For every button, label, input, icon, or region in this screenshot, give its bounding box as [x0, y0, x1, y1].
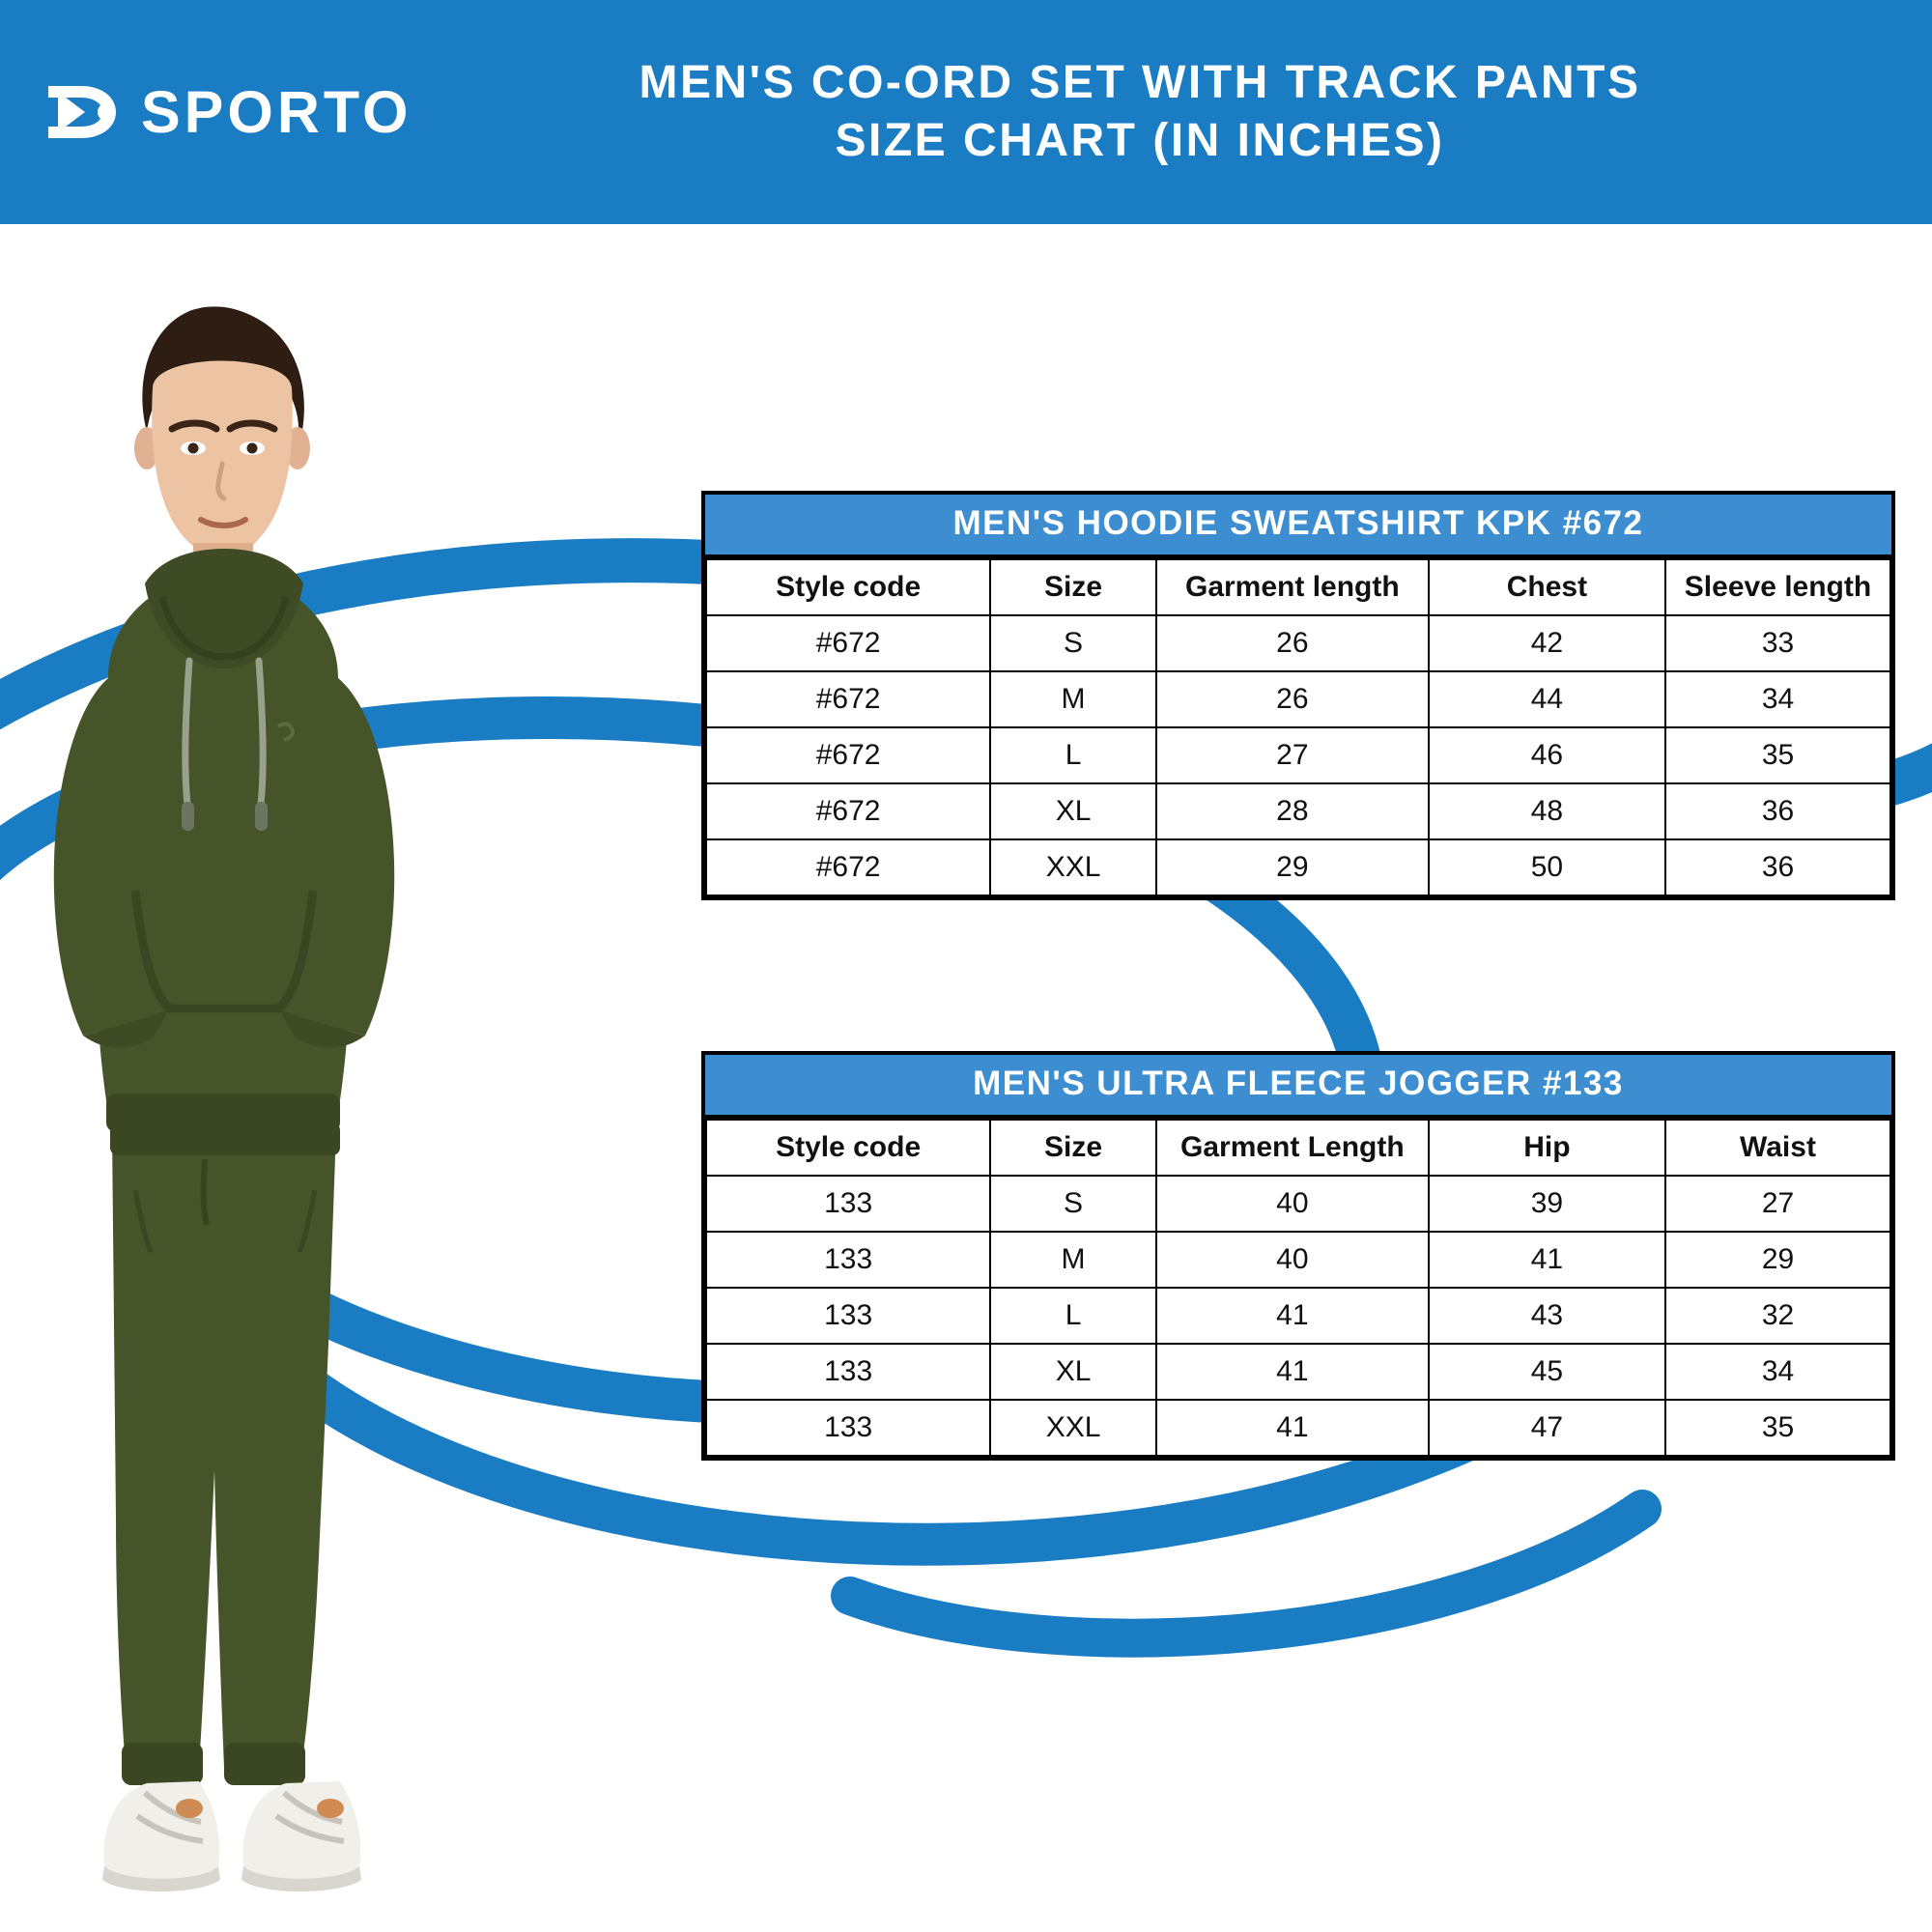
cell-size: M: [990, 671, 1156, 727]
page-title-line2: SIZE CHART (IN INCHES): [835, 115, 1445, 166]
jogger-size-table-block: [701, 1051, 1895, 1461]
cell-style-code: #672: [706, 671, 990, 727]
hoodie-table-title: MEN'S HOODIE SWEATSHIRT KPK #672: [705, 495, 1891, 558]
cell-sleeve-length: 35: [1665, 727, 1890, 783]
cell-waist: 35: [1665, 1400, 1890, 1456]
page-header: [0, 0, 1932, 224]
table-row: [706, 615, 1890, 671]
cell-style-code: #672: [706, 783, 990, 839]
table-row: [706, 1288, 1890, 1344]
cell-style-code: #672: [706, 615, 990, 671]
cell-size: L: [990, 1288, 1156, 1344]
cell-size: S: [990, 1176, 1156, 1232]
cell-garment-length: 27: [1156, 727, 1429, 783]
cell-waist: 34: [1665, 1344, 1890, 1400]
cell-waist: 29: [1665, 1232, 1890, 1288]
column-header-hip: Hip: [1429, 1120, 1665, 1176]
cell-garment-length: 41: [1156, 1400, 1429, 1456]
column-header-style-code: Style code: [706, 559, 990, 615]
table-row: [706, 839, 1890, 895]
cell-garment-length: 26: [1156, 671, 1429, 727]
cell-hip: 39: [1429, 1176, 1665, 1232]
cell-style-code: 133: [706, 1288, 990, 1344]
table-header-row: [706, 559, 1890, 615]
model-photo: [0, 224, 676, 1932]
cell-size: L: [990, 727, 1156, 783]
table-row: [706, 1400, 1890, 1456]
hoodie-size-table: [705, 495, 1891, 896]
cell-size: XXL: [990, 1400, 1156, 1456]
column-header-garment-length: Garment length: [1156, 559, 1429, 615]
table-row: [706, 783, 1890, 839]
cell-garment-length: 26: [1156, 615, 1429, 671]
cell-hip: 47: [1429, 1400, 1665, 1456]
cell-style-code: 133: [706, 1232, 990, 1288]
table-row: [706, 671, 1890, 727]
cell-garment-length: 41: [1156, 1344, 1429, 1400]
brand-lockup: [0, 78, 464, 146]
cell-style-code: 133: [706, 1400, 990, 1456]
cell-size: M: [990, 1232, 1156, 1288]
cell-size: XXL: [990, 839, 1156, 895]
cell-waist: 32: [1665, 1288, 1890, 1344]
cell-style-code: 133: [706, 1344, 990, 1400]
jogger-table-title: MEN'S ULTRA FLEECE JOGGER #133: [705, 1055, 1891, 1119]
cell-garment-length: 28: [1156, 783, 1429, 839]
table-row: [706, 1176, 1890, 1232]
cell-style-code: 133: [706, 1176, 990, 1232]
cell-waist: 27: [1665, 1176, 1890, 1232]
cell-sleeve-length: 36: [1665, 839, 1890, 895]
cell-sleeve-length: 34: [1665, 671, 1890, 727]
cell-sleeve-length: 33: [1665, 615, 1890, 671]
cell-chest: 44: [1429, 671, 1665, 727]
column-header-sleeve-length: Sleeve length: [1665, 559, 1890, 615]
cell-chest: 46: [1429, 727, 1665, 783]
page-title: [464, 54, 1932, 169]
page-title-line1: MEN'S CO-ORD SET WITH TRACK PANTS: [639, 57, 1641, 109]
cell-garment-length: 40: [1156, 1176, 1429, 1232]
cell-style-code: #672: [706, 839, 990, 895]
cell-garment-length: 40: [1156, 1232, 1429, 1288]
table-header-row: [706, 1120, 1890, 1176]
hoodie-size-table-block: [701, 491, 1895, 900]
cell-hip: 43: [1429, 1288, 1665, 1344]
column-header-style-code: Style code: [706, 1120, 990, 1176]
cell-sleeve-length: 36: [1665, 783, 1890, 839]
cell-hip: 45: [1429, 1344, 1665, 1400]
cell-garment-length: 29: [1156, 839, 1429, 895]
cell-chest: 48: [1429, 783, 1665, 839]
cell-size: S: [990, 615, 1156, 671]
cell-hip: 41: [1429, 1232, 1665, 1288]
cell-size: XL: [990, 783, 1156, 839]
table-row: [706, 1232, 1890, 1288]
table-row: [706, 727, 1890, 783]
column-header-chest: Chest: [1429, 559, 1665, 615]
cell-style-code: #672: [706, 727, 990, 783]
cell-size: XL: [990, 1344, 1156, 1400]
table-row: [706, 1344, 1890, 1400]
jogger-size-table: [705, 1055, 1891, 1457]
column-header-size: Size: [990, 1120, 1156, 1176]
column-header-waist: Waist: [1665, 1120, 1890, 1176]
column-header-garment-length: Garment Length: [1156, 1120, 1429, 1176]
cell-chest: 50: [1429, 839, 1665, 895]
sporto-arrow-logo-icon: [43, 78, 126, 146]
cell-garment-length: 41: [1156, 1288, 1429, 1344]
column-header-size: Size: [990, 559, 1156, 615]
brand-name: SPORTO: [141, 79, 412, 145]
cell-chest: 42: [1429, 615, 1665, 671]
